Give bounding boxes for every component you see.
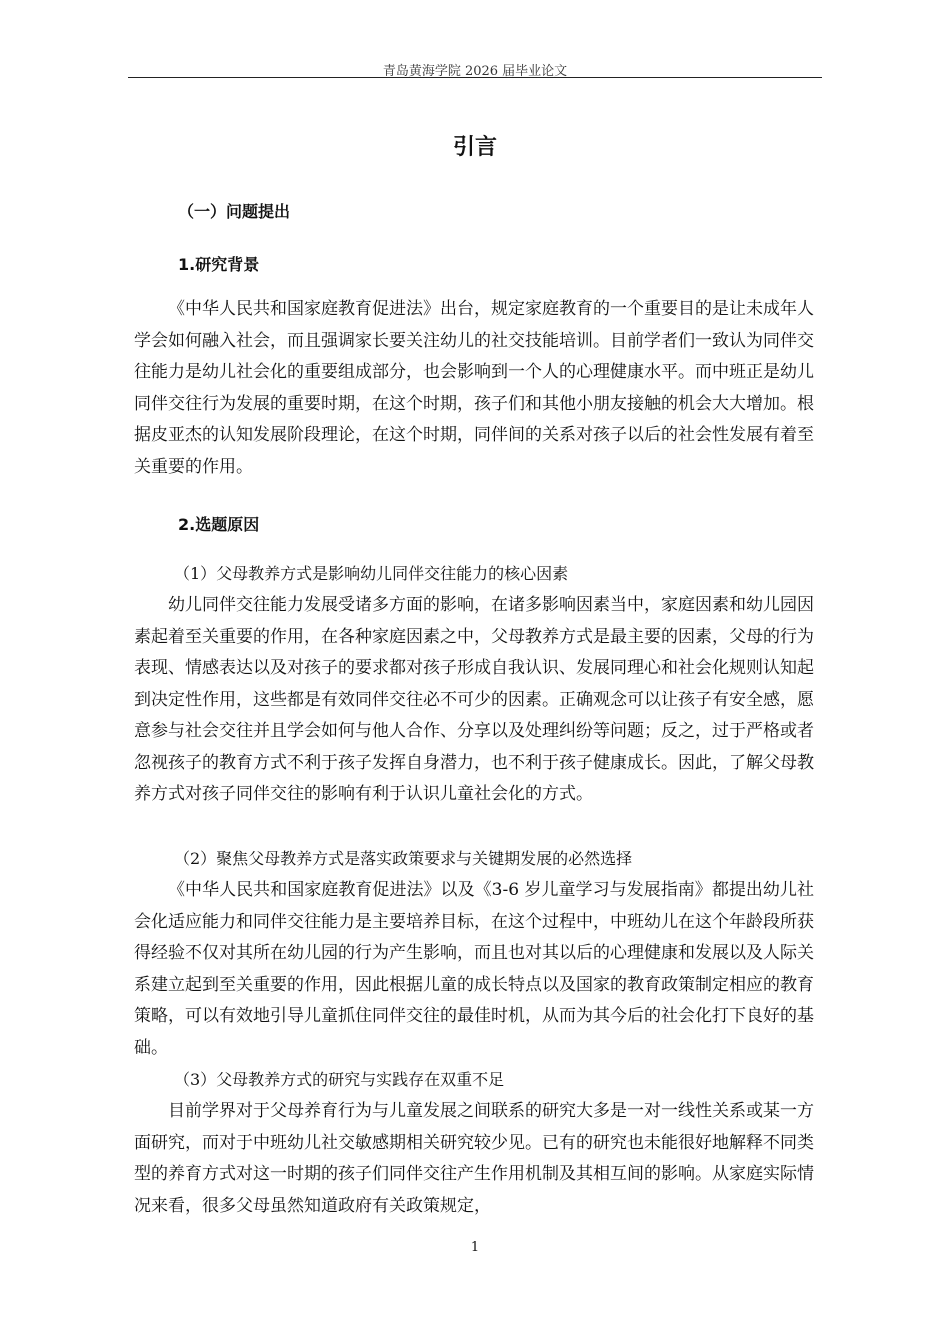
background-paragraph: 《中华人民共和国家庭教育促进法》出台，规定家庭教育的一个重要目的是让未成年人学会如何融入社会，而且强调家长要关注幼儿的社交技能培训。目前学者们一致认为同伴交往能力是幼儿社会化的重要组成部分，也会影响到一个人的心理健康水平。而中班正是幼儿同伴交往行为发展的重要时期，在这个时期，孩子们和其他小朋友接触的机会大大增加。根据皮亚杰的认知发展阶段理论，在这个时期，同伴间的关系对孩子以后的社会性发展有着至关重要的作用。 bbox=[134, 299, 814, 477]
page-header: 青岛黄海学院 2026 届毕业论文 bbox=[382, 64, 568, 79]
reason-2-heading: （2）聚焦父母教养方式是落实政策要求与关键期发展的必然选择 bbox=[174, 849, 633, 868]
header-divider bbox=[128, 77, 822, 78]
page-number: 1 bbox=[470, 1240, 480, 1255]
subsection-heading-background: 1.研究背景 bbox=[178, 255, 260, 274]
reason-1-paragraph: 幼儿同伴交往能力发展受诸多方面的影响，在诸多影响因素当中，家庭因素和幼儿园因素起着至关重要的作用，在各种家庭因素之中，父母教养方式是最主要的因素，父母的行为表现、情感表达以及对孩子的要求都对孩子形成自我认识、发展同理心和社会化规则认知起到决定性作用，这些都是有效同伴交往必不可少的因素。正确观念可以让孩子有安全感，愿意参与社会交往并且学会如何与他人合作、分享以及处理纠纷等问题；反之，过于严格或者忽视孩子的教育方式不利于孩子发挥自身潜力，也不利于孩子健康成长。因此，了解父母教养方式对孩子同伴交往的影响有利于认识儿童社会化的方式。 bbox=[134, 595, 814, 804]
chapter-title: 引言 bbox=[452, 135, 497, 160]
section-heading: （一）问题提出 bbox=[178, 202, 291, 221]
subsection-heading-reasons: 2.选题原因 bbox=[178, 515, 260, 534]
reason-2-paragraph: 《中华人民共和国家庭教育促进法》以及《3-6 岁儿童学习与发展指南》都提出幼儿社会化适应能力和同伴交往能力是主要培养目标，在这个过程中，中班幼儿在这个年龄段所获得经验不仅对其所在幼儿园的行为产生影响，而且也对其以后的心理健康和发展以及人际关系建立起到至关重要的作用，因此根据儿童的成长特点以及国家的教育政策制定相应的教育策略，可以有效地引导儿童抓住同伴交往的最佳时机，从而为其今后的社会化打下良好的基础。 bbox=[134, 880, 814, 1058]
reason-1-heading: （1）父母教养方式是影响幼儿同伴交往能力的核心因素 bbox=[174, 564, 569, 583]
reason-3-paragraph: 目前学界对于父母养育行为与儿童发展之间联系的研究大多是一对一线性关系或某一方面研究，而对于中班幼儿社交敏感期相关研究较少见。已有的研究也未能很好地解释不同类型的养育方式对这一时期的孩子们同伴交往产生作用机制及其相互间的影响。从家庭实际情况来看，很多父母虽然知道政府有关政策规定， bbox=[134, 1101, 814, 1216]
reason-3-heading: （3）父母教养方式的研究与实践存在双重不足 bbox=[174, 1070, 505, 1089]
